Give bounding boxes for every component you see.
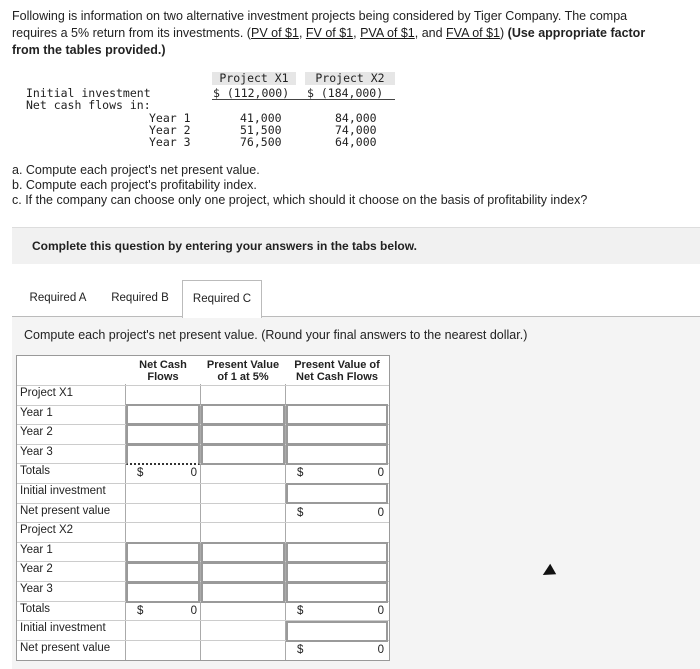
intro-line-2: requires a 5% return from its investments. (PV of $1, FV of $1, PVA of $1, and FVA of $1) (Use appropriate factor [12, 26, 646, 40]
x1-year2-pv-input[interactable] [286, 424, 388, 445]
x1-year1-factor-input[interactable] [201, 404, 285, 425]
x2-year-3: 64,000 [335, 135, 377, 149]
intro-line-1: Following is information on two alternative investment projects being considered by Tiger Company. The compa [12, 9, 628, 23]
grid-row-label: Net present value [20, 642, 111, 654]
x2-year2-cash-input[interactable] [126, 562, 200, 583]
x1-totals-cash-value: 0 [190, 467, 197, 479]
grid-row-label: Year 3 [20, 583, 53, 595]
grid-row-divider [17, 385, 389, 386]
grid-row-label: Initial investment [20, 622, 106, 634]
x2-npv-value: 0 [377, 644, 384, 656]
x2-year3-factor-input[interactable] [201, 582, 285, 603]
tab-required-a[interactable]: Required A [29, 292, 87, 304]
question-a: a. Compute each project's net present value. [12, 163, 260, 177]
year-1-label: Year 1 [149, 111, 191, 125]
x2-year1-factor-input[interactable] [201, 542, 285, 563]
x1-initial: $ (112,000) [213, 86, 290, 100]
net-cash-flows-label: Net cash flows in: [26, 98, 151, 112]
x1-year-3: 76,500 [240, 135, 282, 149]
x1-totals-pv-currency: $ [297, 467, 304, 479]
header-project-x2: Project X2 [305, 72, 395, 85]
x1-year2-factor-input[interactable] [201, 424, 285, 445]
x1-year1-pv-input[interactable] [286, 404, 388, 425]
x1-year3-pv-input[interactable] [286, 444, 388, 465]
instructions-panel [12, 227, 700, 264]
year-3-label: Year 3 [149, 135, 191, 149]
x1-npv-currency: $ [297, 507, 304, 519]
x1-totals-pv-value: 0 [377, 467, 384, 479]
fv-of-1-link[interactable]: FV of $1 [305, 26, 354, 40]
x1-year1-cash-input[interactable] [126, 404, 200, 425]
x1-year2-cash-input[interactable] [126, 424, 200, 445]
x1-year-1: 41,000 [240, 111, 282, 125]
grid-row-label: Year 2 [20, 426, 53, 438]
col-pv-factor-header: Present Value of 1 at 5% [206, 359, 280, 383]
header-project-x1: Project X1 [212, 72, 296, 85]
x2-totals-cash-currency: $ [137, 605, 144, 617]
fva-of-1-link[interactable]: FVA of $1 [446, 26, 501, 40]
tab-required-c[interactable]: Required C [182, 280, 262, 318]
tab-divider [12, 316, 700, 317]
panel-text: Complete this question by entering your answers in the tabs below. [32, 239, 417, 253]
x2-year2-pv-input[interactable] [286, 562, 388, 583]
question-b: b. Compute each project's profitability index. [12, 178, 257, 192]
x1-year-2: 51,500 [240, 123, 282, 137]
problem-intro [12, 8, 700, 59]
tab-required-b[interactable]: Required B [111, 292, 169, 304]
x2-year3-cash-input[interactable] [126, 582, 200, 603]
question-c: c. If the company can choose only one project, which should it choose on the basis of profitability index? [12, 193, 588, 207]
initial-investment-label: Initial investment [26, 86, 151, 100]
pv-of-1-link[interactable]: PV of $1 [250, 26, 299, 40]
grid-row-label: Project X2 [20, 524, 74, 536]
x2-totals-cash-value: 0 [190, 605, 197, 617]
grid-row-label: Year 2 [20, 563, 53, 575]
x2-year2-factor-input[interactable] [201, 562, 285, 583]
col-pv-net-cash-header: Present Value of Net Cash Flows [294, 359, 380, 383]
grid-row-divider [17, 522, 389, 523]
x2-initial: $ (184,000) [307, 86, 384, 100]
grid-row-label: Totals [20, 603, 51, 615]
x2-year1-cash-input[interactable] [126, 542, 200, 563]
grid-row-label: Project X1 [20, 387, 74, 399]
x1-year3-factor-input[interactable] [201, 444, 285, 465]
x2-year-1: 84,000 [335, 111, 377, 125]
x1-npv-value: 0 [377, 507, 384, 519]
x2-totals-pv-value: 0 [377, 605, 384, 617]
pva-of-1-link[interactable]: PVA of $1 [360, 26, 415, 40]
grid-row-label: Initial investment [20, 485, 106, 497]
intro-bold-b: from the tables provided.) [12, 43, 166, 57]
grid-row-label: Year 3 [20, 446, 53, 458]
grid-row-label: Net present value [20, 505, 111, 517]
questions-list [12, 163, 587, 208]
x1-totals-cash-currency: $ [137, 467, 144, 479]
year-2-label: Year 2 [149, 123, 191, 137]
x2-initial-investment-input[interactable] [286, 621, 388, 642]
x2-npv-currency: $ [297, 644, 304, 656]
grid-row-label: Year 1 [20, 407, 53, 419]
x2-year3-pv-input[interactable] [286, 582, 388, 603]
grid-row-label: Totals [20, 465, 51, 477]
npv-answer-grid [16, 355, 390, 661]
x1-initial-investment-input[interactable] [286, 483, 388, 504]
grid-row-label: Year 1 [20, 544, 53, 556]
col-net-cash-flows-header: Net Cash Flows [139, 359, 187, 383]
x2-totals-pv-currency: $ [297, 605, 304, 617]
x2-year-2: 74,000 [335, 123, 377, 137]
intro-bold-a: (Use appropriate factor [507, 26, 646, 40]
x2-year1-pv-input[interactable] [286, 542, 388, 563]
instruction-text: Compute each project's net present value. (Round your final answers to the nearest dollar.) [24, 328, 528, 342]
x1-year3-cash-input[interactable] [126, 444, 200, 465]
